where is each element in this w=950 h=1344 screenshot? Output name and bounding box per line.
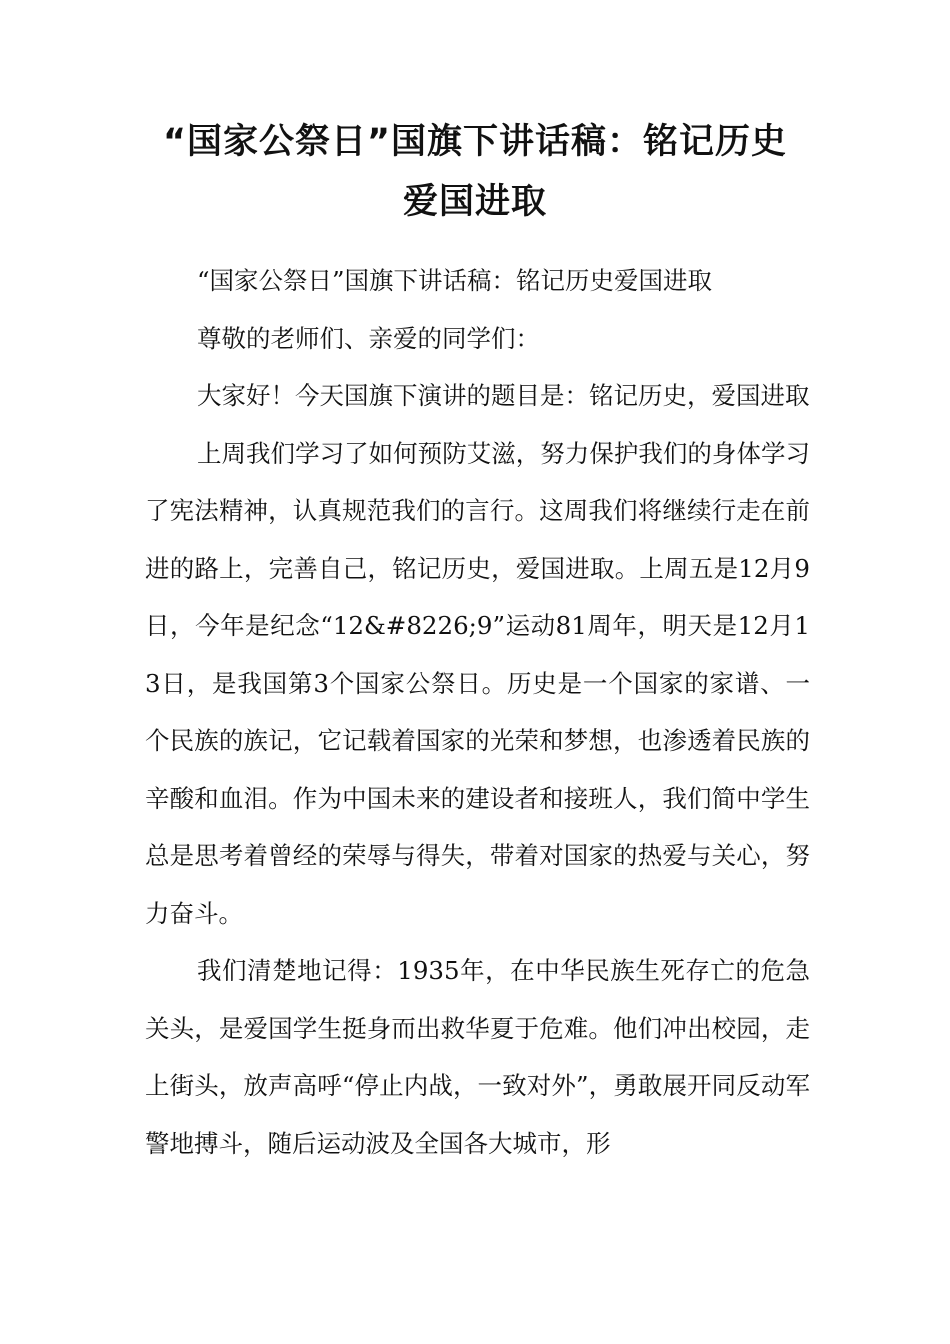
- document-title: “国家公祭日”国旗下讲话稿：铭记历史 爱国进取: [162, 122, 787, 222]
- paragraph-subtitle: “国家公祭日”国旗下讲话稿：铭记历史爱国进取: [197, 266, 713, 295]
- paragraph-body: 我们清楚地记得：1935年，在中华民族生死存亡的危急关头，是爱国学生挺身而出救华夏于危难。他们冲出校园，走上街头，放声高呼“停止内战，一致对外”，勇敢展开同反动军警地搏斗，随后运动波及全国各大城市，形: [145, 956, 810, 1158]
- paragraph-greeting: 大家好！今天国旗下演讲的题目是：铭记历史，爱国进取: [197, 381, 810, 410]
- paragraph-body: 上周我们学习了如何预防艾滋，努力保护我们的身体学习了宪法精神，认真规范我们的言行。这周我们将继续行走在前进的路上，完善自己，铭记历史，爱国进取。上周五是12月9日，今年是纪念“12&#8226;9”运动81周年，明天是12月13日，是我国第3个国家公祭日。历史是一个国家的家谱、一个民族的族记，它记载着国家的光荣和梦想，也渗透着民族的辛酸和血泪。作为中国未来的建设者和接班人，我们简中学生总是思考着曾经的荣辱与得失，带着对国家的热爱与关心，努力奋斗。: [145, 438, 810, 928]
- paragraph-salutation: 尊敬的老师们、亲爱的同学们：: [197, 323, 540, 353]
- document-body: [145, 252, 810, 1172]
